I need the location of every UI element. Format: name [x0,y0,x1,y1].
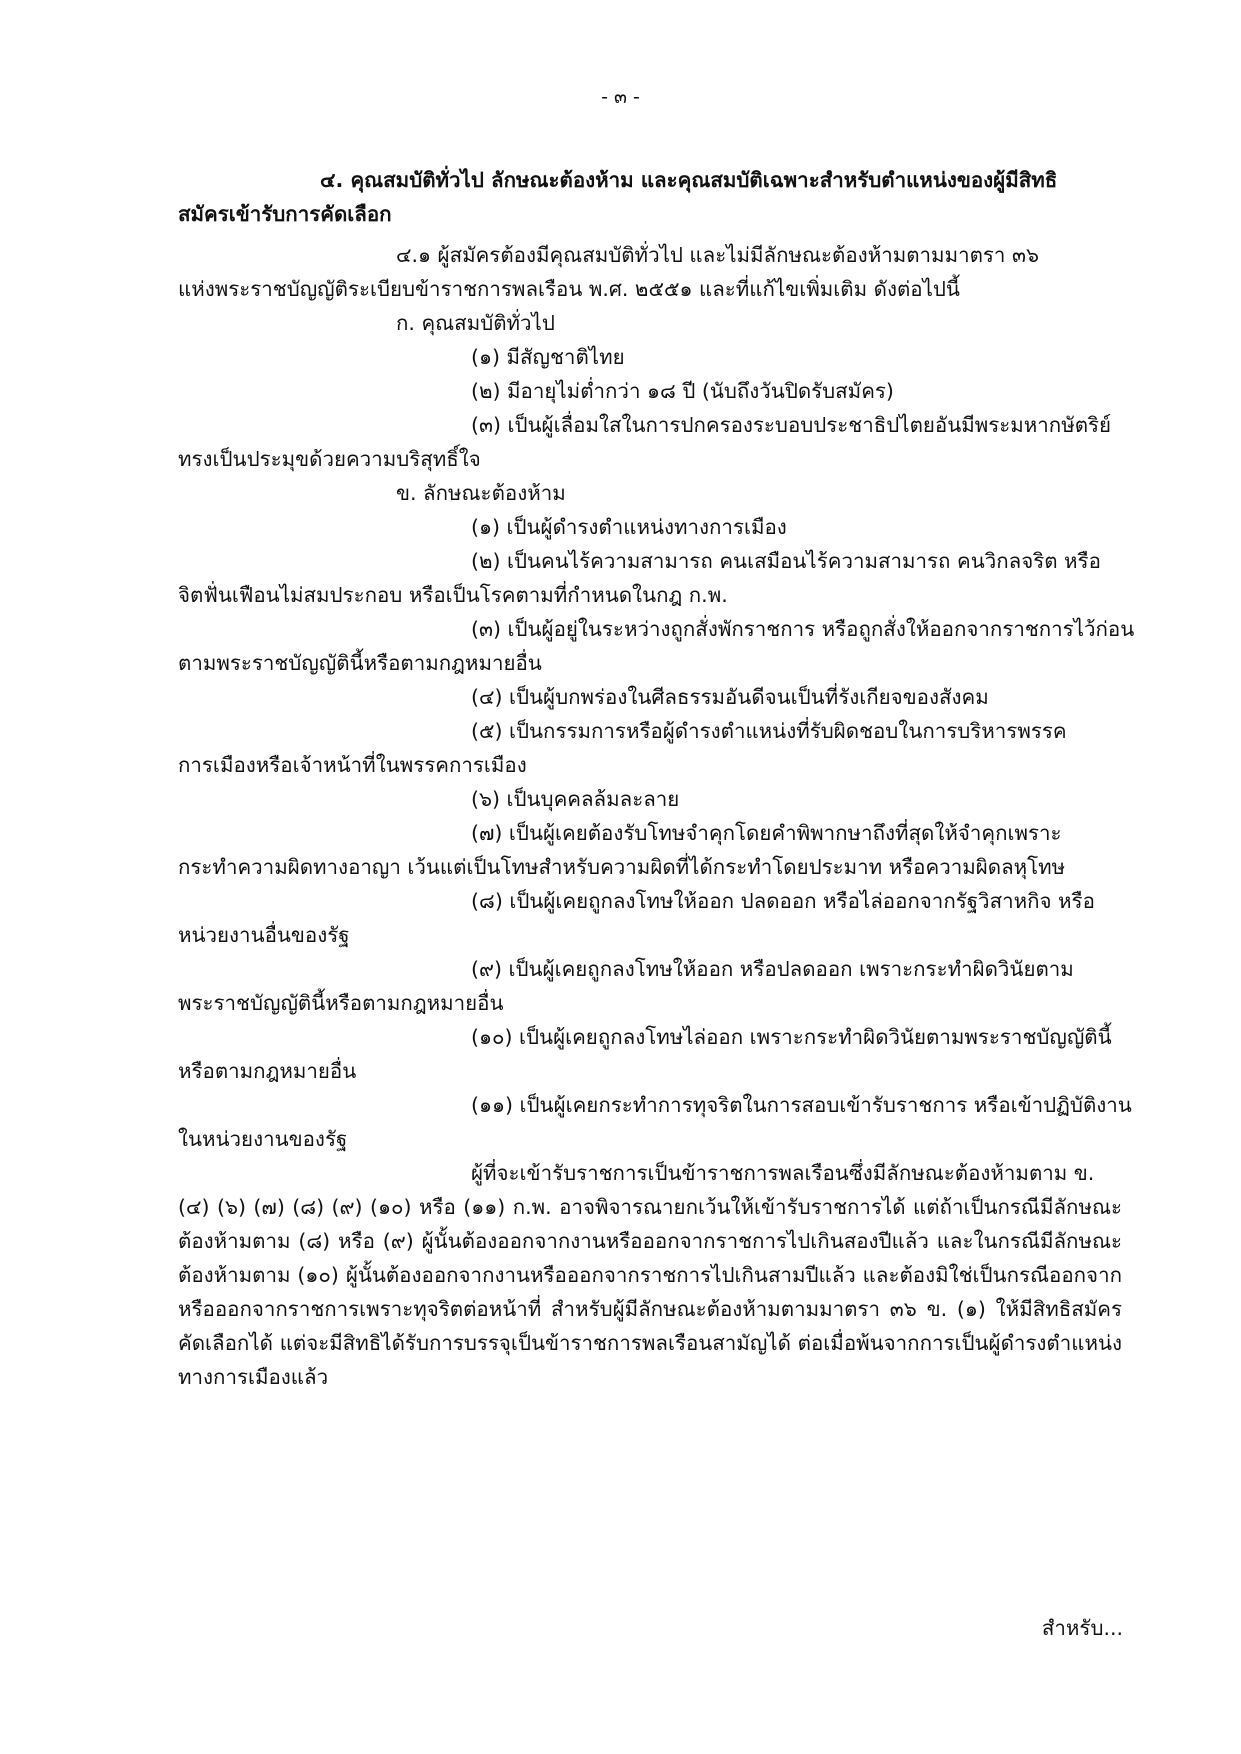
section-a-item3-line1: (๓) เป็นผู้เลื่อมใสในการปกครองระบอบประชาธิปไตยอันมีพระมหากษัตริย์ [471,413,1112,437]
continuation-text: สำหรับ... [1041,1616,1123,1640]
section-b-item10-line2: หรือตามกฎหมายอื่น [178,1059,357,1083]
section-b-item9-line2: พระราชบัญญัตินี้หรือตามกฎหมายอื่น [178,991,504,1015]
section-a-item3-line2: ทรงเป็นประมุขด้วยความบริสุทธิ์ใจ [178,447,481,471]
section-b-title: ข. ลักษณะต้องห้าม [396,481,566,505]
page-number: - ๓ - [601,86,640,108]
section-a-item2: (๒) มีอายุไม่ต่ำกว่า ๑๘ ปี (นับถึงวันปิดรับสมัคร) [471,379,894,403]
section-b-item2-line1: (๒) เป็นคนไร้ความสามารถ คนเสมือนไร้ความสามารถ คนวิกลจริต หรือ [471,549,1101,573]
section-b-item3-line1: (๓) เป็นผู้อยู่ในระหว่างถูกสั่งพักราชการ หรือถูกสั่งให้ออกจากราชการไว้ก่อน [471,617,1135,641]
section-b-item11-line2: ในหน่วยงานของรัฐ [178,1127,348,1151]
note-line7: ทางการเมืองแล้ว [178,1365,329,1389]
section-b-item1: (๑) เป็นผู้ดำรงตำแหน่งทางการเมือง [471,515,787,539]
section-b-item3-line2: ตามพระราชบัญญัตินี้หรือตามกฎหมายอื่น [178,651,542,675]
section-a-item1: (๑) มีสัญชาติไทย [471,345,625,369]
section-b-item8-line2: หน่วยงานอื่นของรัฐ [178,923,350,947]
section-b-item11-line1: (๑๑) เป็นผู้เคยกระทำการทุจริตในการสอบเข้ารับราชการ หรือเข้าปฏิบัติงาน [471,1093,1132,1117]
section-b-item5-line2: การเมืองหรือเจ้าหน้าที่ในพรรคการเมือง [178,753,527,777]
section-b-item7-line2: กระทำความผิดทางอาญา เว้นแต่เป็นโทษสำหรับความผิดที่ได้กระทำโดยประมาท หรือความผิดลหุโทษ [178,855,1066,879]
section-heading-line1: ๔. คุณสมบัติทั่วไป ลักษณะต้องห้าม และคุณสมบัติเฉพาะสำหรับตำแหน่งของผู้มีสิทธิ [320,168,1058,192]
section-b-item8-line1: (๘) เป็นผู้เคยถูกลงโทษให้ออก ปลดออก หรือไล่ออกจากรัฐวิสาหกิจ หรือ [471,889,1095,913]
section-b-item9-line1: (๙) เป็นผู้เคยถูกลงโทษให้ออก หรือปลดออก เพราะกระทำผิดวินัยตาม [471,957,1074,981]
section-heading-line2: สมัครเข้ารับการคัดเลือก [178,202,392,226]
section-a-title: ก. คุณสมบัติทั่วไป [396,311,555,335]
note-line6: คัดเลือกได้ แต่จะมีสิทธิได้รับการบรรจุเป็นข้าราชการพลเรือนสามัญได้ ต่อเมื่อพ้นจากการเป็นผู้ดำรงตำแหน่ง [178,1331,1122,1355]
section-b-item10-line1: (๑๐) เป็นผู้เคยถูกลงโทษไล่ออก เพราะกระทำผิดวินัยตามพระราชบัญญัตินี้ [471,1025,1112,1049]
section-b-item4: (๔) เป็นผู้บกพร่องในศีลธรรมอันดีจนเป็นที่รังเกียจของสังคม [471,685,989,709]
note-line4: ต้องห้ามตาม (๑๐) ผู้นั้นต้องออกจากงานหรือออกจากราชการไปเกินสามปีแล้ว และต้องมิใช่เป็นกรณีออกจาก [178,1263,1122,1287]
note-line5: หรือออกจากราชการเพราะทุจริตต่อหน้าที่ สำหรับผู้มีลักษณะต้องห้ามตามมาตรา ๓๖ ข. (๑) ให้มีสิทธิสมัคร [178,1297,1122,1321]
section-b-item2-line2: จิตฟั่นเฟือนไม่สมประกอบ หรือเป็นโรคตามที่กำหนดในกฎ ก.พ. [178,583,728,607]
note-line1: ผู้ที่จะเข้ารับราชการเป็นข้าราชการพลเรือนซึ่งมีลักษณะต้องห้ามตาม ข. [471,1161,1095,1185]
section-b-item5-line1: (๕) เป็นกรรมการหรือผู้ดำรงตำแหน่งที่รับผิดชอบในการบริหารพรรค [471,719,1067,743]
note-line2: (๔) (๖) (๗) (๘) (๙) (๑๐) หรือ (๑๑) ก.พ. อาจพิจารณายกเว้นให้เข้ารับราชการได้ แต่ถ้าเป็นกรณีมีลักษณะ [178,1195,1122,1219]
intro-line1: ๔.๑ ผู้สมัครต้องมีคุณสมบัติทั่วไป และไม่มีลักษณะต้องห้ามตามมาตรา ๓๖ [396,243,1039,267]
intro-line2: แห่งพระราชบัญญัติระเบียบข้าราชการพลเรือน พ.ศ. ๒๕๕๑ และที่แก้ไขเพิ่มเติม ดังต่อไปนี้ [178,277,960,301]
section-b-item7-line1: (๗) เป็นผู้เคยต้องรับโทษจำคุกโดยคำพิพากษาถึงที่สุดให้จำคุกเพราะ [471,821,1062,845]
section-b-item6: (๖) เป็นบุคคลล้มละลาย [471,787,680,811]
note-line3: ต้องห้ามตาม (๘) หรือ (๙) ผู้นั้นต้องออกจากงานหรือออกจากราชการไปเกินสองปีแล้ว และในกรณีมีลักษณะ [178,1229,1122,1253]
